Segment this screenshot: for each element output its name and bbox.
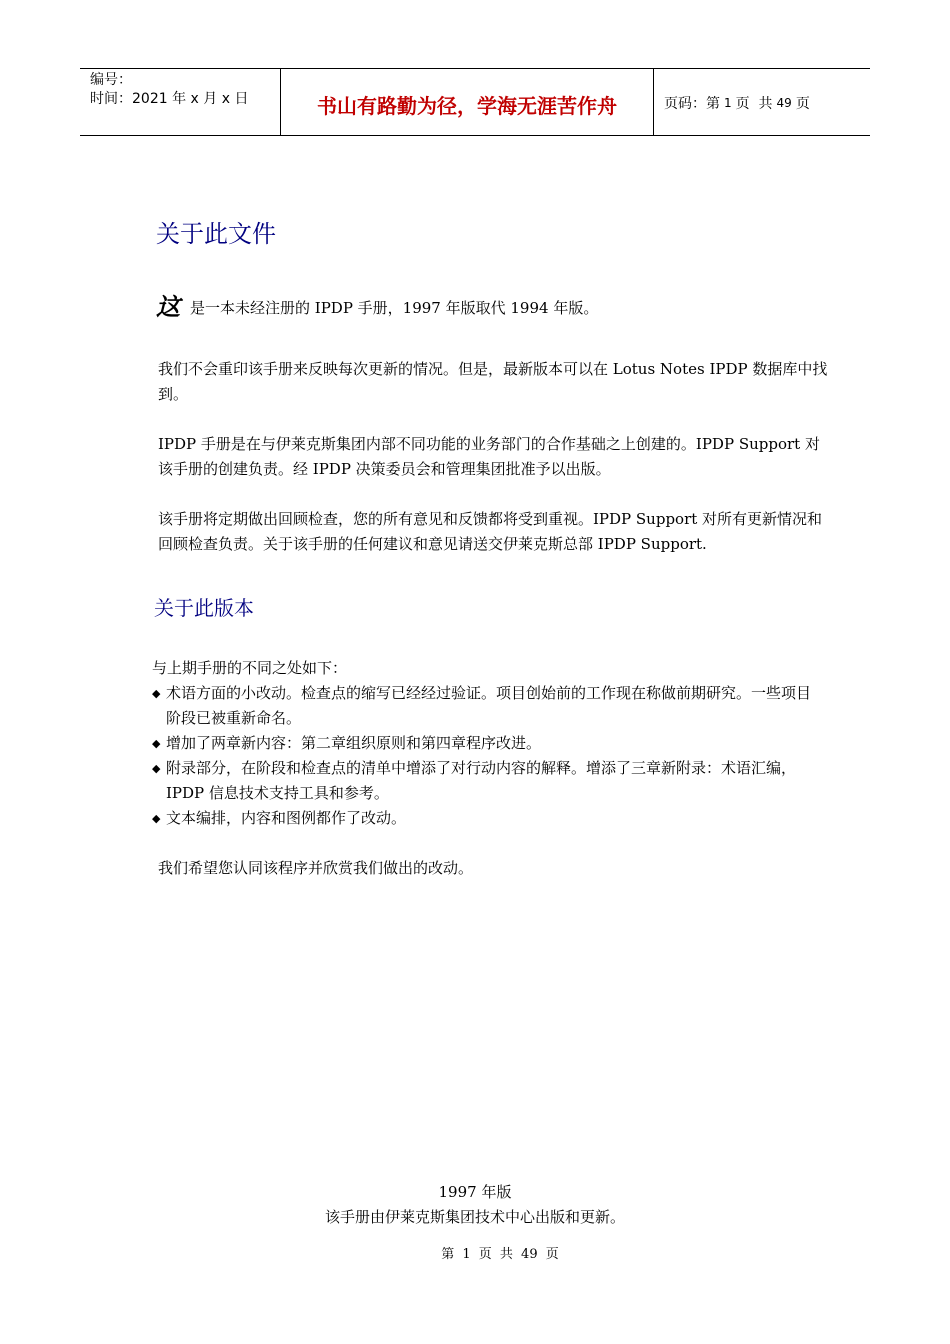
page-header xyxy=(80,68,870,136)
header-page-end: 页 xyxy=(795,96,810,112)
list-item-text: 文本编排，内容和图例都作了改动。 xyxy=(166,809,407,827)
list-item xyxy=(152,731,812,756)
paragraph-intro xyxy=(156,294,826,321)
changes-list xyxy=(152,681,812,831)
paragraph-review: 该手册将定期做出回顾检查，您的所有意见和反馈都将受到重视。IPDP Support 对所有更新情况和回顾检查负责。关于该手册的任何建议和意见请送交伊莱克斯总部 IPDP Support. xyxy=(158,510,823,553)
paragraph-reprint: 我们不会重印该手册来反映每次更新的情况。但是，最新版本可以在 Lotus Notes IPDP 数据库中找到。 xyxy=(158,360,828,403)
diamond-bullet-icon: ◆ xyxy=(152,737,161,750)
list-item xyxy=(152,806,812,831)
header-page-label: 页码：第 xyxy=(664,96,720,112)
list-item-text: 附录部分，在阶段和检查点的清单中增添了对行动内容的解释。增添了三章新附录：术语汇编，IPDP 信息技术支持工具和参考。 xyxy=(166,759,797,802)
diamond-bullet-icon: ◆ xyxy=(152,762,161,775)
footer-publisher: 该手册由伊莱克斯集团技术中心出版和更新。 xyxy=(324,1208,625,1226)
list-item xyxy=(152,756,812,806)
header-time-label: 时间：2021 年 x 月 x 日 xyxy=(90,91,249,107)
closing-paragraph: 我们希望您认同该程序并欣赏我们做出的改动。 xyxy=(158,859,474,877)
diamond-bullet-icon: ◆ xyxy=(152,812,161,825)
header-meta xyxy=(80,69,281,135)
list-item-text: 增加了两章新内容：第二章组织原则和第四章程序改进。 xyxy=(166,734,542,752)
diamond-bullet-icon: ◆ xyxy=(152,687,161,700)
changes-intro: 与上期手册的不同之处如下： xyxy=(152,659,348,677)
header-page-total: 49 xyxy=(776,96,792,110)
section-title-about-edition: 关于此版本 xyxy=(154,596,254,620)
footer-page-number: 第 1 页 共 49 页 xyxy=(441,1247,559,1262)
paragraph-creation: IPDP 手册是在与伊莱克斯集团内部不同功能的业务部门的合作基础之上创建的。IPDP Support 对该手册的创建负责。经 IPDP 决策委员会和管理集团批准予以出版。 xyxy=(158,435,820,478)
header-page-mid: 页 共 xyxy=(735,96,773,112)
drop-cap: 这 xyxy=(156,292,180,321)
section-title-about-document: 关于此文件 xyxy=(156,220,276,248)
header-motto: 书山有路勤为径，学海无涯苦作舟 xyxy=(281,69,654,135)
header-page-info xyxy=(654,69,870,135)
header-page-current: 1 xyxy=(724,96,732,110)
header-number-label: 编号： xyxy=(90,72,132,88)
footer-edition: 1997 年版 xyxy=(438,1183,512,1201)
list-item xyxy=(152,681,812,731)
list-item-text: 术语方面的小改动。检查点的缩写已经经过验证。项目创始前的工作现在称做前期研究。一些项目阶段已被重新命名。 xyxy=(166,684,812,727)
paragraph-intro-text: 是一本未经注册的 IPDP 手册，1997 年版取代 1994 年版。 xyxy=(190,299,599,317)
